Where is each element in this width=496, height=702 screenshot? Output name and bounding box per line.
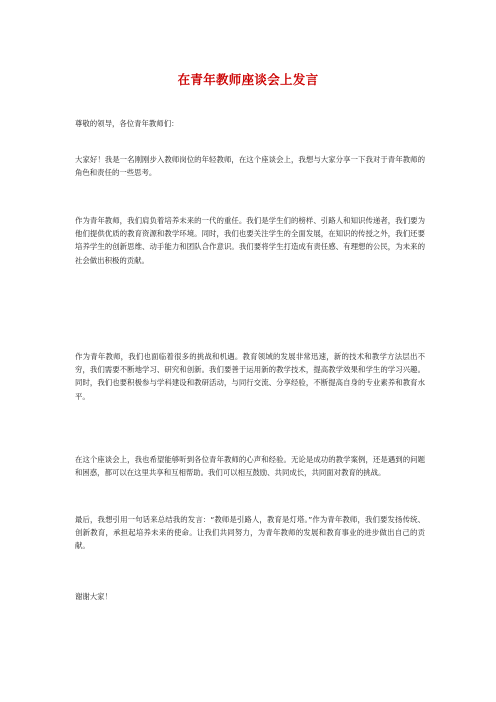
closing: 谢谢大家！ bbox=[75, 592, 112, 601]
document-title: 在青年教师座谈会上发言 bbox=[177, 72, 319, 87]
paragraph-5: 最后，我想引用一句话来总结我的发言：“教师是引路人，教育是灯塔。”作为青年教师，我们要发扬传统、创新教育，承担起培养未来的使命。让我们共同努力，为青年教师的发展和教育事业的进步做出自己的贡献。 bbox=[75, 515, 425, 551]
paragraph-1: 大家好！我是一名刚刚步入教师岗位的年轻教师，在这个座谈会上，我想与大家分享一下我对于青年教师的角色和责任的一些思考。 bbox=[75, 155, 425, 178]
paragraph-4: 在这个座谈会上，我也希望能够听到各位青年教师的心声和经验。无论是成功的教学案例，还是遇到的问题和困惑，都可以在这里共享和互相帮助。我们可以相互鼓励、共同成长，共同面对教育的挑战。 bbox=[75, 455, 425, 478]
paragraph-2: 作为青年教师，我们肩负着培养未来的一代的重任。我们是学生们的榜样、引路人和知识传递者，我们要为他们提供优质的教育资源和教学环境。同时，我们也要关注学生的全面发展，在知识的传授之外，我们还要培养学生的创新思维、动手能力和团队合作意识。我们要将学生打造成有责任感、有理想的公民，为未来的社会做出积极的贡献。 bbox=[75, 216, 425, 265]
paragraph-3: 作为青年教师，我们也面临着很多的挑战和机遇。教育领域的发展非常迅速，新的技术和教学方法层出不穷，我们需要不断地学习、研究和创新。我们要善于运用新的教学技术，提高教学效果和学生的学习兴趣。同时，我们也要积极参与学科建设和教研活动，与同行交流、分享经验，不断提高自身的专业素养和教育水平。 bbox=[75, 352, 425, 401]
salutation: 尊敬的领导，各位青年教师们： bbox=[75, 119, 179, 128]
